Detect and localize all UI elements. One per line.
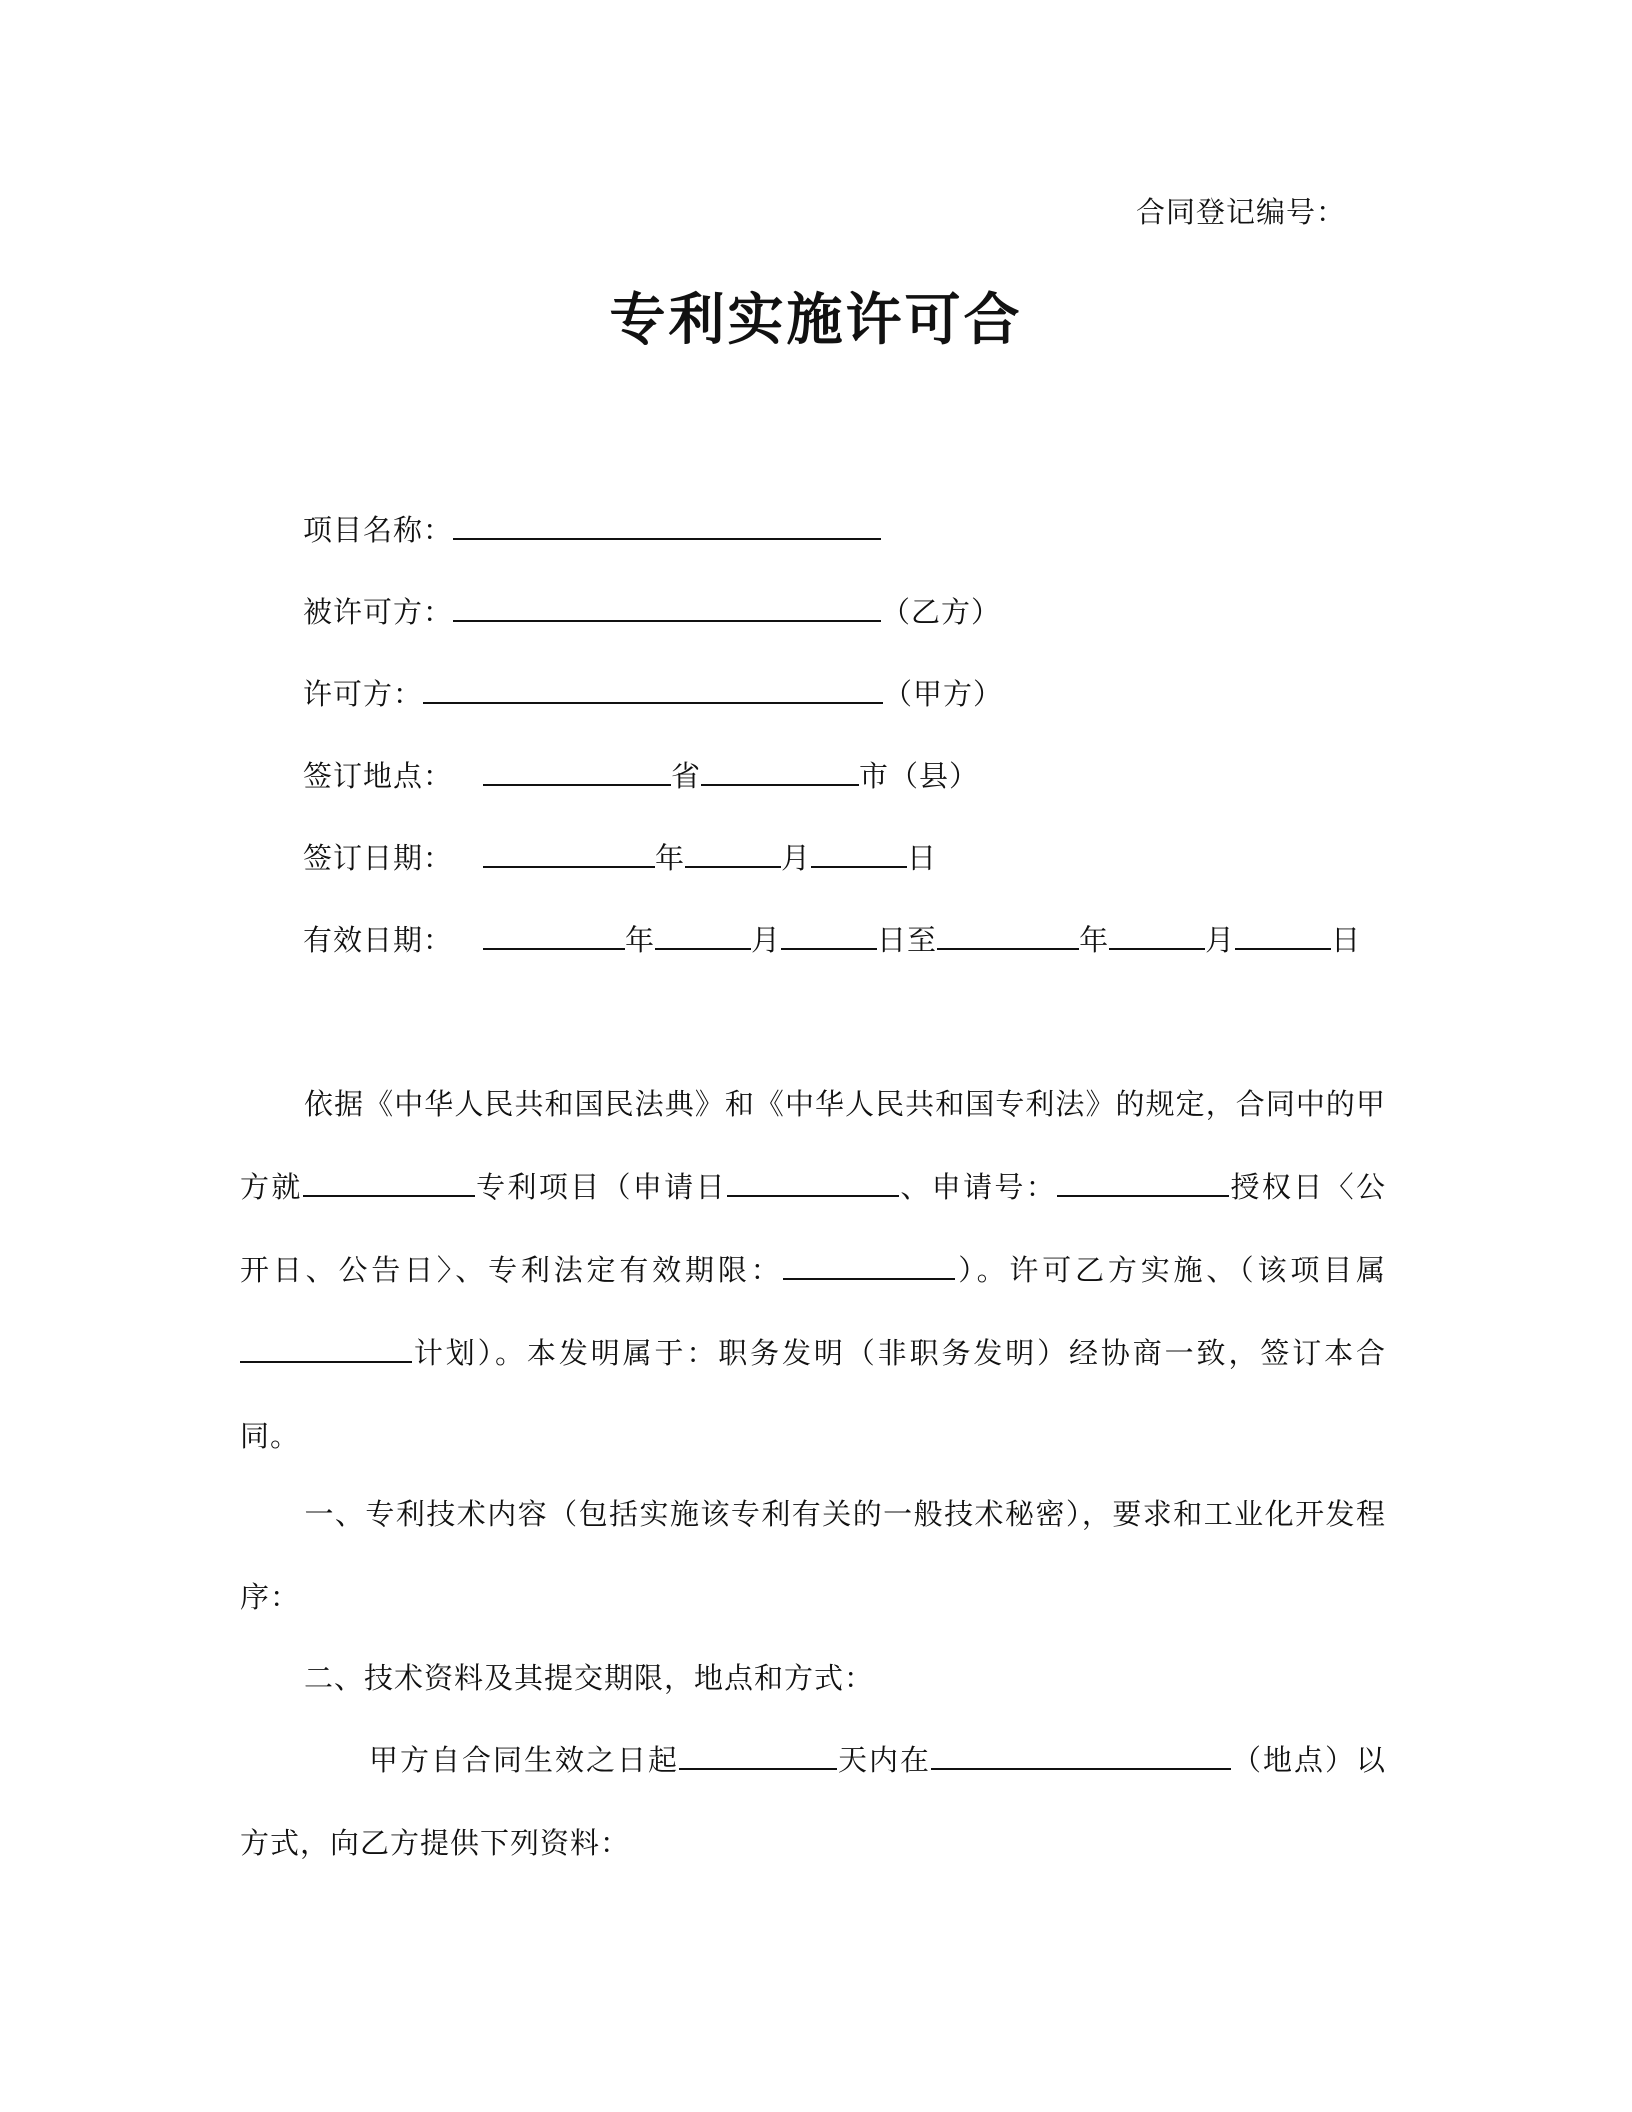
paragraph-basis-text-e: ）。许可乙方实施、（该项目属 [955,1253,1386,1287]
end-month-blank[interactable] [1109,918,1205,950]
licensor-blank[interactable] [423,672,883,704]
validity-period-blank[interactable] [783,1248,955,1280]
start-year-label: 年 [625,923,656,957]
document-title: 专利实施许可合 [609,288,1023,353]
signing-month-blank[interactable] [685,836,781,868]
project-name-blank[interactable] [453,508,881,540]
signing-month-label: 月 [781,841,812,875]
plan-name-blank[interactable] [240,1331,412,1363]
section-one [240,1473,1386,1639]
signing-day-label: 日 [907,841,938,875]
section-two-text: 二、技术资料及其提交期限，地点和方式： [304,1661,875,1695]
end-day-blank[interactable] [1235,918,1331,950]
start-day-to-label: 日至 [877,923,938,957]
valid-date-label: 有效日期： [303,923,454,957]
start-day-blank[interactable] [781,918,877,950]
start-year-blank[interactable] [483,918,625,950]
section-two [240,1637,1386,1720]
paragraph-basis [240,1063,1386,1478]
application-number-blank[interactable] [1057,1165,1229,1197]
application-date-blank[interactable] [727,1165,899,1197]
project-name-label: 项目名称： [303,513,454,547]
end-month-label: 月 [1205,923,1236,957]
signing-date-label: 签订日期： [303,841,454,875]
project-name-row [303,508,881,550]
licensee-suffix: （乙方） [881,595,1002,629]
end-year-label: 年 [1079,923,1110,957]
signing-place-row [303,754,979,796]
section-two-detail-text-c: （地点）以方式，向乙方提供下列资料： [240,1743,1386,1860]
section-one-text: 一、专利技术内容（包括实施该专利有关的一般技术秘密），要求和工业化开发程序： [240,1497,1386,1614]
province-blank[interactable] [483,754,671,786]
end-year-blank[interactable] [937,918,1079,950]
patent-name-blank[interactable] [303,1165,475,1197]
paragraph-basis-text-b: 专利项目（申请日 [474,1170,727,1204]
signing-year-blank[interactable] [483,836,655,868]
signing-day-blank[interactable] [811,836,907,868]
end-day-label: 日 [1331,923,1362,957]
section-two-detail [240,1719,1386,1885]
city-label: 市（县） [859,759,980,793]
licensor-row [303,672,1003,714]
registration-number-label: 合同登记编号： [1135,195,1346,229]
province-label: 省 [671,759,702,793]
section-two-detail-text-b: 天内在 [836,1743,931,1777]
signing-year-label: 年 [655,841,686,875]
paragraph-basis-text-a: 依据《中华人民共和国民法典》和《中华人民共和国专利法》的规定，合同中的甲方就 [240,1087,1386,1204]
paragraph-basis-text-f: 计划）。本发明属于：职务发明（非职务发明）经协商一致，签订本合同。 [240,1336,1386,1453]
delivery-place-blank[interactable] [931,1738,1231,1770]
signing-date-row [303,836,937,878]
valid-date-row [303,918,1361,960]
licensee-label: 被许可方： [303,595,454,629]
licensee-blank[interactable] [453,590,881,622]
paragraph-basis-text-d: 授权日〈公开日、公告日〉、专利法定有效期限： [240,1170,1386,1287]
days-blank[interactable] [679,1738,837,1770]
licensor-suffix: （甲方） [883,677,1004,711]
city-blank[interactable] [701,754,859,786]
paragraph-basis-text-c: 、申请号： [898,1170,1058,1204]
signing-place-label: 签订地点： [303,759,454,793]
licensee-row [303,590,1001,632]
start-month-label: 月 [751,923,782,957]
licensor-label: 许可方： [303,677,424,711]
start-month-blank[interactable] [655,918,751,950]
section-two-detail-text-a: 甲方自合同生效之日起 [368,1743,679,1777]
